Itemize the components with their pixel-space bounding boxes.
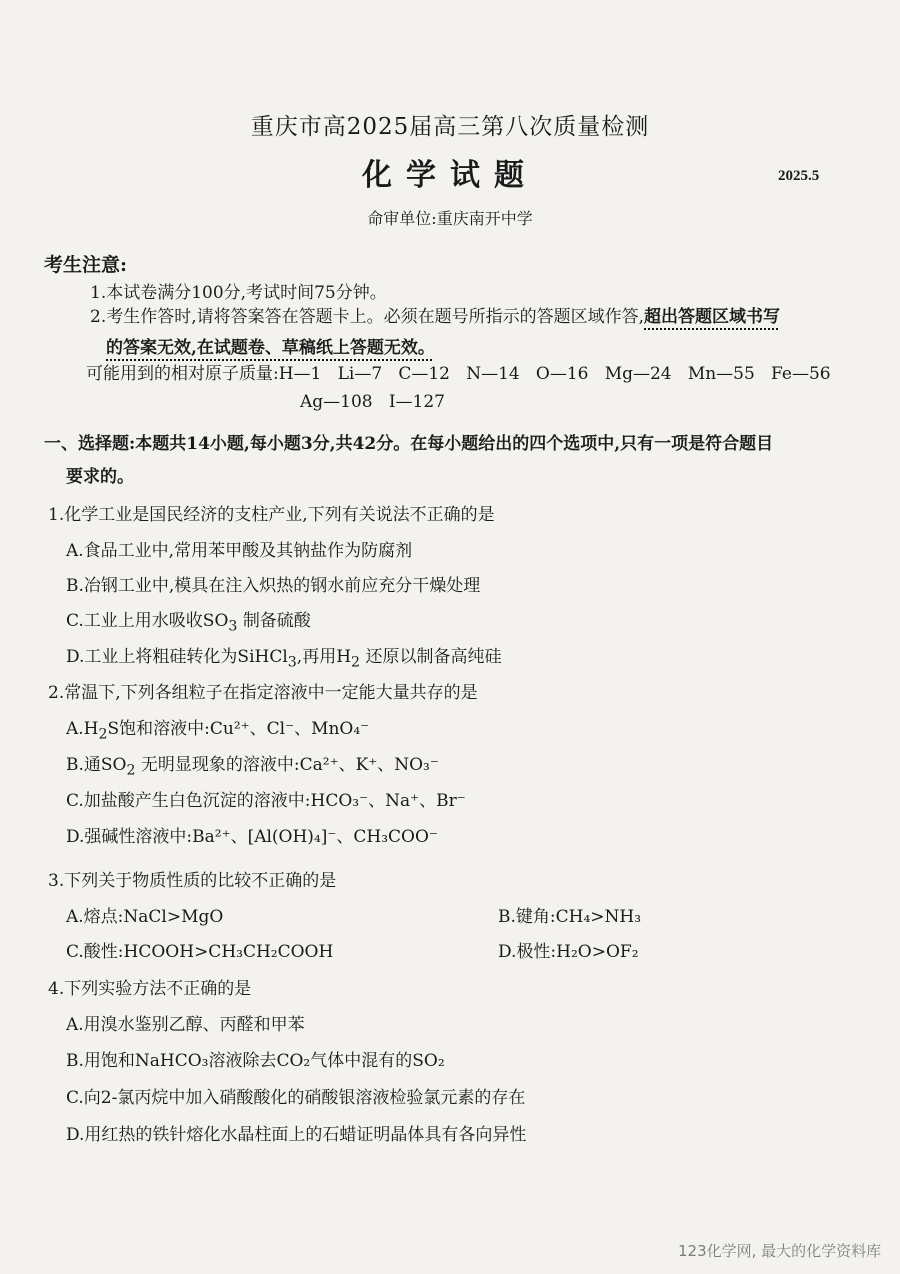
- subject-title: 化学试题: [362, 158, 538, 193]
- site-watermark: 123化学网, 最大的化学资料库: [678, 1242, 882, 1260]
- q2-option-b: [66, 753, 439, 782]
- q3-option-c: C.酸性:HCOOH>CH₃CH₂COOH: [66, 942, 334, 962]
- notice-item-2-text: 2.考生作答时,请将答案答在答题卡上。必须在题号所指示的答题区域作答,: [90, 307, 645, 327]
- q4-option-b: B.用饱和NaHCO₃溶液除去CO₂气体中混有的SO₂: [66, 1051, 445, 1071]
- q3-option-d: D.极性:H₂O>OF₂: [498, 942, 639, 962]
- q2-option-b-subscript: 2: [126, 762, 136, 779]
- q2-option-d: D.强碱性溶液中:Ba²⁺、[Al(OH)₄]⁻、CH₃COO⁻: [66, 827, 438, 847]
- q4-option-c: C.向2-氯丙烷中加入硝酸酸化的硝酸银溶液检验氯元素的存在: [66, 1088, 526, 1108]
- exam-date: 2025.5: [778, 168, 820, 184]
- q1-option-c: [66, 609, 311, 638]
- q4-stem: 4.下列实验方法不正确的是: [48, 979, 252, 999]
- q3-option-a: A.熔点:NaCl>MgO: [66, 907, 224, 927]
- q1-option-d-subscript-1: 3: [287, 654, 297, 671]
- notice-heading: 考生注意:: [44, 254, 128, 276]
- atomic-masses-line2: Ag—108 I—127: [300, 392, 445, 412]
- q2-option-b-text: B.通SO: [66, 755, 127, 775]
- q2-option-a: [66, 717, 369, 746]
- q1-option-d-text-mid: ,再用H: [296, 647, 352, 667]
- q1-option-d-text-end: 还原以制备高纯硅: [365, 647, 502, 667]
- q1-option-d-subscript-2: 2: [351, 654, 361, 671]
- q2-option-a-subscript: 2: [98, 726, 108, 743]
- q1-option-c-text: C.工业上用水吸收SO: [66, 611, 229, 631]
- q3-stem: 3.下列关于物质性质的比较不正确的是: [48, 871, 337, 891]
- notice-item-2-line2: 的答案无效,在试题卷、草稿纸上答题无效。: [106, 338, 435, 358]
- q2-option-a-text: A.H: [66, 719, 99, 739]
- notice-item-2-emphasis: 超出答题区域书写: [644, 307, 781, 327]
- atomic-masses-line1: [86, 362, 831, 386]
- q1-stem: 1.化学工业是国民经济的支柱产业,下列有关说法不正确的是: [48, 505, 495, 525]
- atomic-masses-label: 可能用到的相对原子质量:: [86, 364, 279, 384]
- notice-item-2-line1: [90, 305, 780, 329]
- q2-option-b-text-end: 无明显现象的溶液中:Ca²⁺、K⁺、NO₃⁻: [140, 755, 439, 775]
- notice-item-1: 1.本试卷满分100分,考试时间75分钟。: [90, 283, 387, 303]
- section-1-title-cont: 要求的。: [66, 467, 134, 487]
- q1-option-d-text: D.工业上将粗硅转化为SiHCl: [66, 647, 288, 667]
- q2-stem: 2.常温下,下列各组粒子在指定溶液中一定能大量共存的是: [48, 683, 478, 703]
- q1-option-d: [66, 645, 501, 674]
- q2-option-c: C.加盐酸产生白色沉淀的溶液中:HCO₃⁻、Na⁺、Br⁻: [66, 791, 466, 811]
- section-1-title: 一、选择题:本题共14小题,每小题3分,共42分。在每小题给出的四个选项中,只有一项是符合题目: [44, 434, 774, 454]
- q3-option-b: B.键角:CH₄>NH₃: [498, 907, 642, 927]
- q1-option-c-subscript: 3: [228, 618, 238, 635]
- setting-unit: 命审单位:重庆南开中学: [367, 209, 533, 228]
- q1-option-c-text-end: 制备硫酸: [242, 611, 311, 631]
- q4-option-a: A.用溴水鉴别乙醇、丙醛和甲苯: [66, 1015, 305, 1035]
- exam-series-title: 重庆市高2025届高三第八次质量检测: [250, 114, 650, 140]
- q4-option-d: D.用红热的铁针熔化水晶柱面上的石蜡证明晶体具有各向异性: [66, 1125, 527, 1145]
- q2-option-a-text-end: S饱和溶液中:Cu²⁺、Cl⁻、MnO₄⁻: [107, 719, 370, 739]
- q1-option-b: B.冶钢工业中,模具在注入炽热的钢水前应充分干燥处理: [66, 576, 481, 596]
- atomic-masses-values: H—1 Li—7 C—12 N—14 O—16 Mg—24 Mn—55 Fe—56: [278, 364, 831, 384]
- q1-option-a: A.食品工业中,常用苯甲酸及其钠盐作为防腐剂: [66, 541, 413, 561]
